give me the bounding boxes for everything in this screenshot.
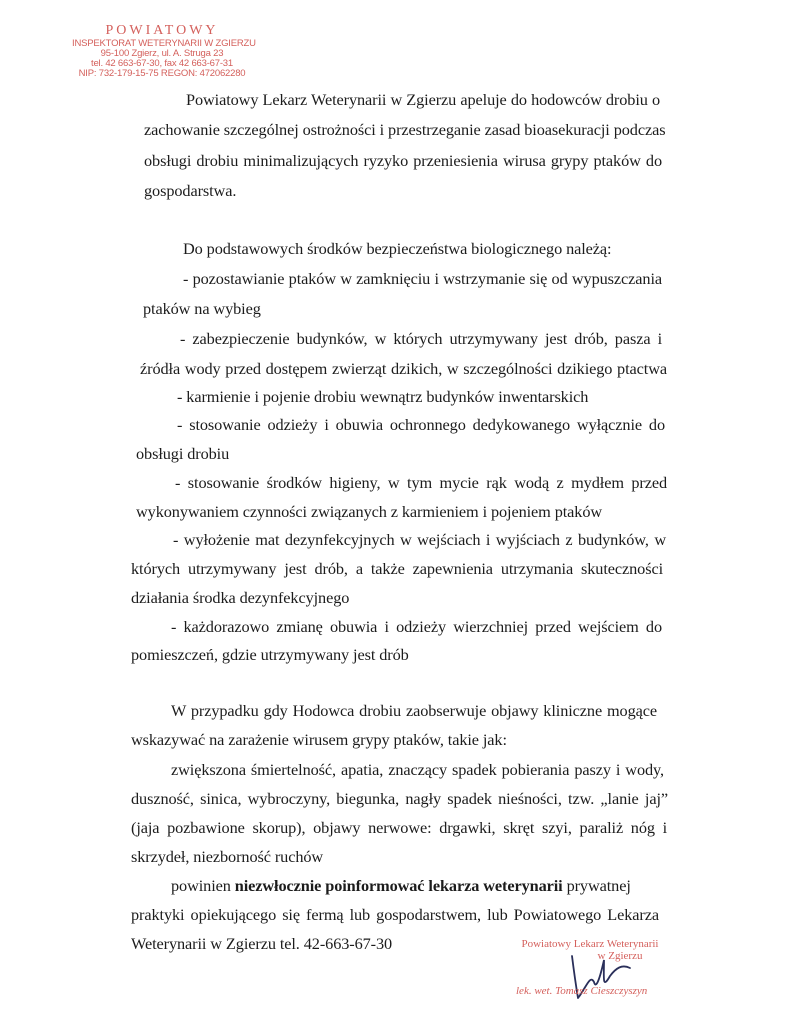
stamp-institution: INSPEKTORAT WETERYNARII W ZGIERZU bbox=[72, 37, 256, 49]
signature-name: lek. wet. Tomasz Cieszczyszyn bbox=[516, 985, 648, 997]
symptoms-line: Weterynarii w Zgierzu tel. 42-663-67-30 bbox=[131, 934, 393, 953]
measure-line: - wyłożenie mat dezynfekcyjnych w wejściach i wyjściach z budynków, w bbox=[173, 530, 666, 549]
symptoms-line: praktyki opiekującego się fermą lub gospodarstwem, lub Powiatowego Lekarza bbox=[131, 905, 659, 924]
measure-line: - stosowanie odzieży i obuwia ochronnego dedykowanego wyłącznie do bbox=[177, 415, 665, 434]
measures-intro: Do podstawowych środków bezpieczeństwa biologicznego należą: bbox=[183, 239, 612, 258]
signature-stamp-location: w Zgierzu bbox=[597, 950, 643, 962]
measure-line: wykonywaniem czynności związanych z karmieniem i pojeniem ptaków bbox=[136, 502, 603, 521]
measure-line: źródła wody przed dostępem zwierząt dzikich, w szczególności dzikiego ptactwa bbox=[140, 359, 667, 378]
measure-line: ptaków na wybieg bbox=[143, 299, 261, 318]
measure-line: działania środka dezynfekcyjnego bbox=[131, 588, 350, 607]
paragraph1-line: zachowanie szczególnej ostrożności i przestrzeganie zasad bioasekuracji podczas bbox=[144, 120, 666, 139]
paragraph1-line: gospodarstwa. bbox=[144, 181, 237, 200]
paragraph1-line: obsługi drobiu minimalizujących ryzyko przeniesienia wirusa grypy ptaków do bbox=[144, 151, 662, 170]
measure-line: obsługi drobiu bbox=[136, 444, 230, 463]
measure-line: pomieszczeń, gdzie utrzymywany jest drób bbox=[131, 645, 409, 664]
stamp-nip-regon: NIP: 732-179-15-75 REGON: 472062280 bbox=[78, 67, 246, 79]
stamp-title: POWIATOWY bbox=[105, 23, 219, 38]
symptoms-line: skrzydeł, niezborność ruchów bbox=[131, 847, 324, 866]
header-stamp bbox=[72, 23, 256, 79]
action-suffix: prywatnej bbox=[562, 876, 631, 895]
action-prefix: powinien bbox=[171, 876, 235, 895]
handwritten-signature bbox=[560, 938, 640, 1008]
stamp-phone: tel. 42 663-67-30, fax 42 663-67-31 bbox=[91, 57, 233, 69]
symptoms-line: W przypadku gdy Hodowca drobiu zaobserwuje objawy kliniczne mogące bbox=[171, 701, 657, 720]
paragraph1-line: Powiatowy Lekarz Weterynarii w Zgierzu apeluje do hodowców drobiu o bbox=[186, 90, 660, 109]
measure-line: - pozostawianie ptaków w zamknięciu i wstrzymanie się od wypuszczania bbox=[183, 269, 662, 288]
measure-line: - zabezpieczenie budynków, w których utrzymywany jest drób, pasza i bbox=[180, 329, 662, 348]
symptoms-line: duszność, sinica, wybroczyny, biegunka, nagły spadek nieśności, tzw. „lanie jaj” bbox=[131, 789, 668, 808]
symptoms-action-line bbox=[171, 876, 631, 896]
measure-line: których utrzymywany jest drób, a także zapewnienia utrzymania skuteczności bbox=[131, 559, 663, 578]
signature-stamp-title: Powiatowy Lekarz Weterynarii bbox=[521, 938, 659, 950]
measure-line: - karmienie i pojenie drobiu wewnątrz budynków inwentarskich bbox=[177, 387, 589, 406]
measure-line: - stosowanie środków higieny, w tym mycie rąk wodą z mydłem przed bbox=[175, 473, 667, 492]
action-emphasis: niezwłocznie poinformować lekarza weterynarii bbox=[234, 876, 563, 895]
stamp-address: 95-100 Zgierz, ul. A. Struga 23 bbox=[100, 47, 224, 59]
symptoms-line: (jaja pozbawione skorup), objawy nerwowe: drgawki, skręt szyi, paraliż nóg i bbox=[131, 818, 667, 837]
measure-line: - każdorazowo zmianę obuwia i odzieży wierzchniej przed wejściem do bbox=[171, 617, 662, 636]
symptoms-line: zwiększona śmiertelność, apatia, znaczący spadek pobierania paszy i wody, bbox=[171, 760, 664, 779]
symptoms-line: wskazywać na zarażenie wirusem grypy ptaków, takie jak: bbox=[131, 730, 507, 749]
